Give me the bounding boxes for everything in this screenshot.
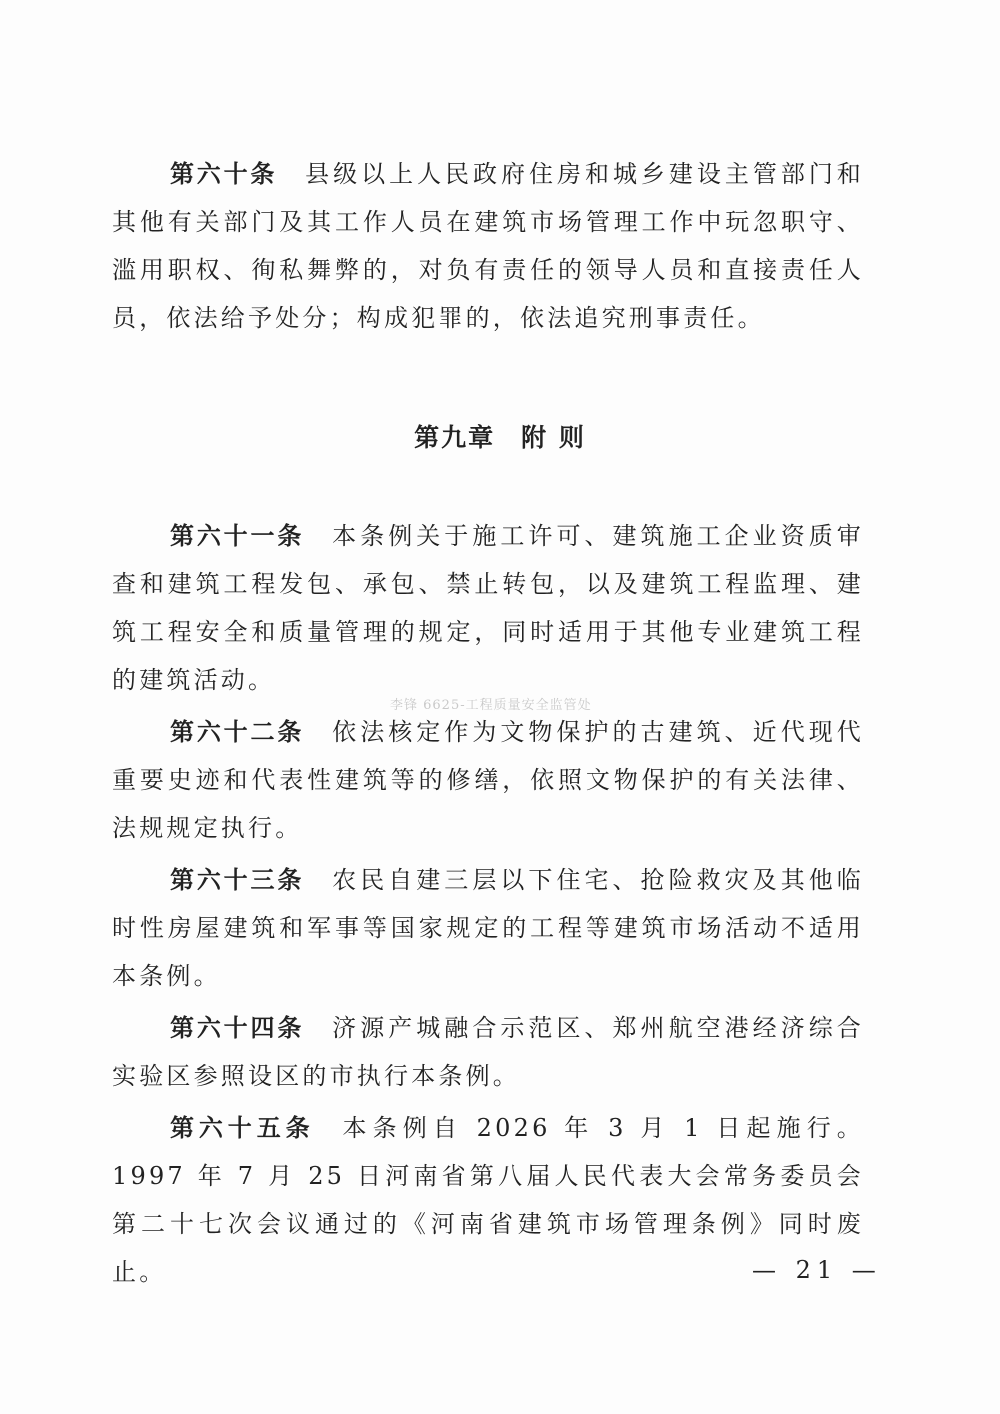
watermark: 李锋 6625-工程质量安全监管处 bbox=[390, 698, 592, 713]
article-62 bbox=[112, 708, 864, 852]
article-number: 第六十一条 bbox=[170, 522, 305, 550]
article-text: 本条例关于施工许可、建筑施工企业资质审查和建筑工程发包、承包、禁止转包，以及建筑工程监理、建筑工程安全和质量管理的规定，同时适用于其他专业建筑工程的建筑活动。 bbox=[112, 522, 864, 694]
page-number: — 21 — bbox=[752, 1256, 882, 1284]
article-63 bbox=[112, 856, 864, 1000]
article-text: 济源产城融合示范区、郑州航空港经济综合实验区参照设区的市执行本条例。 bbox=[112, 1014, 864, 1090]
article-number: 第六十二条 bbox=[170, 718, 305, 746]
article-text: 农民自建三层以下住宅、抢险救灾及其他临时性房屋建筑和军事等国家规定的工程等建筑市场活动不适用本条例。 bbox=[112, 866, 864, 990]
chapter-number: 第九章 bbox=[414, 423, 496, 452]
article-text: 依法核定作为文物保护的古建筑、近代现代重要史迹和代表性建筑等的修缮，依照文物保护的有关法律、法规规定执行。 bbox=[112, 718, 864, 842]
chapter-title: 附 则 bbox=[521, 423, 586, 452]
article-number: 第六十条 bbox=[170, 160, 278, 188]
article-number: 第六十三条 bbox=[170, 866, 305, 894]
article-text: 县级以上人民政府住房和城乡建设主管部门和其他有关部门及其工作人员在建筑市场管理工作中玩忽职守、滥用职权、徇私舞弊的，对负有责任的领导人员和直接责任人员，依法给予处分；构成犯罪的，依法追究刑事责任。 bbox=[112, 160, 865, 332]
article-64 bbox=[112, 1004, 864, 1100]
article-61 bbox=[112, 512, 864, 704]
article-60 bbox=[112, 150, 864, 342]
chapter-heading bbox=[0, 418, 1000, 454]
article-text: 本条例自 2026 年 3 月 1 日起施行。1997 年 7 月 25 日河南省第八届人民代表大会常务委员会第二十七次会议通过的《河南省建筑市场管理条例》同时废止。 bbox=[112, 1114, 864, 1286]
article-number: 第六十四条 bbox=[170, 1014, 305, 1042]
article-number: 第六十五条 bbox=[170, 1114, 315, 1142]
